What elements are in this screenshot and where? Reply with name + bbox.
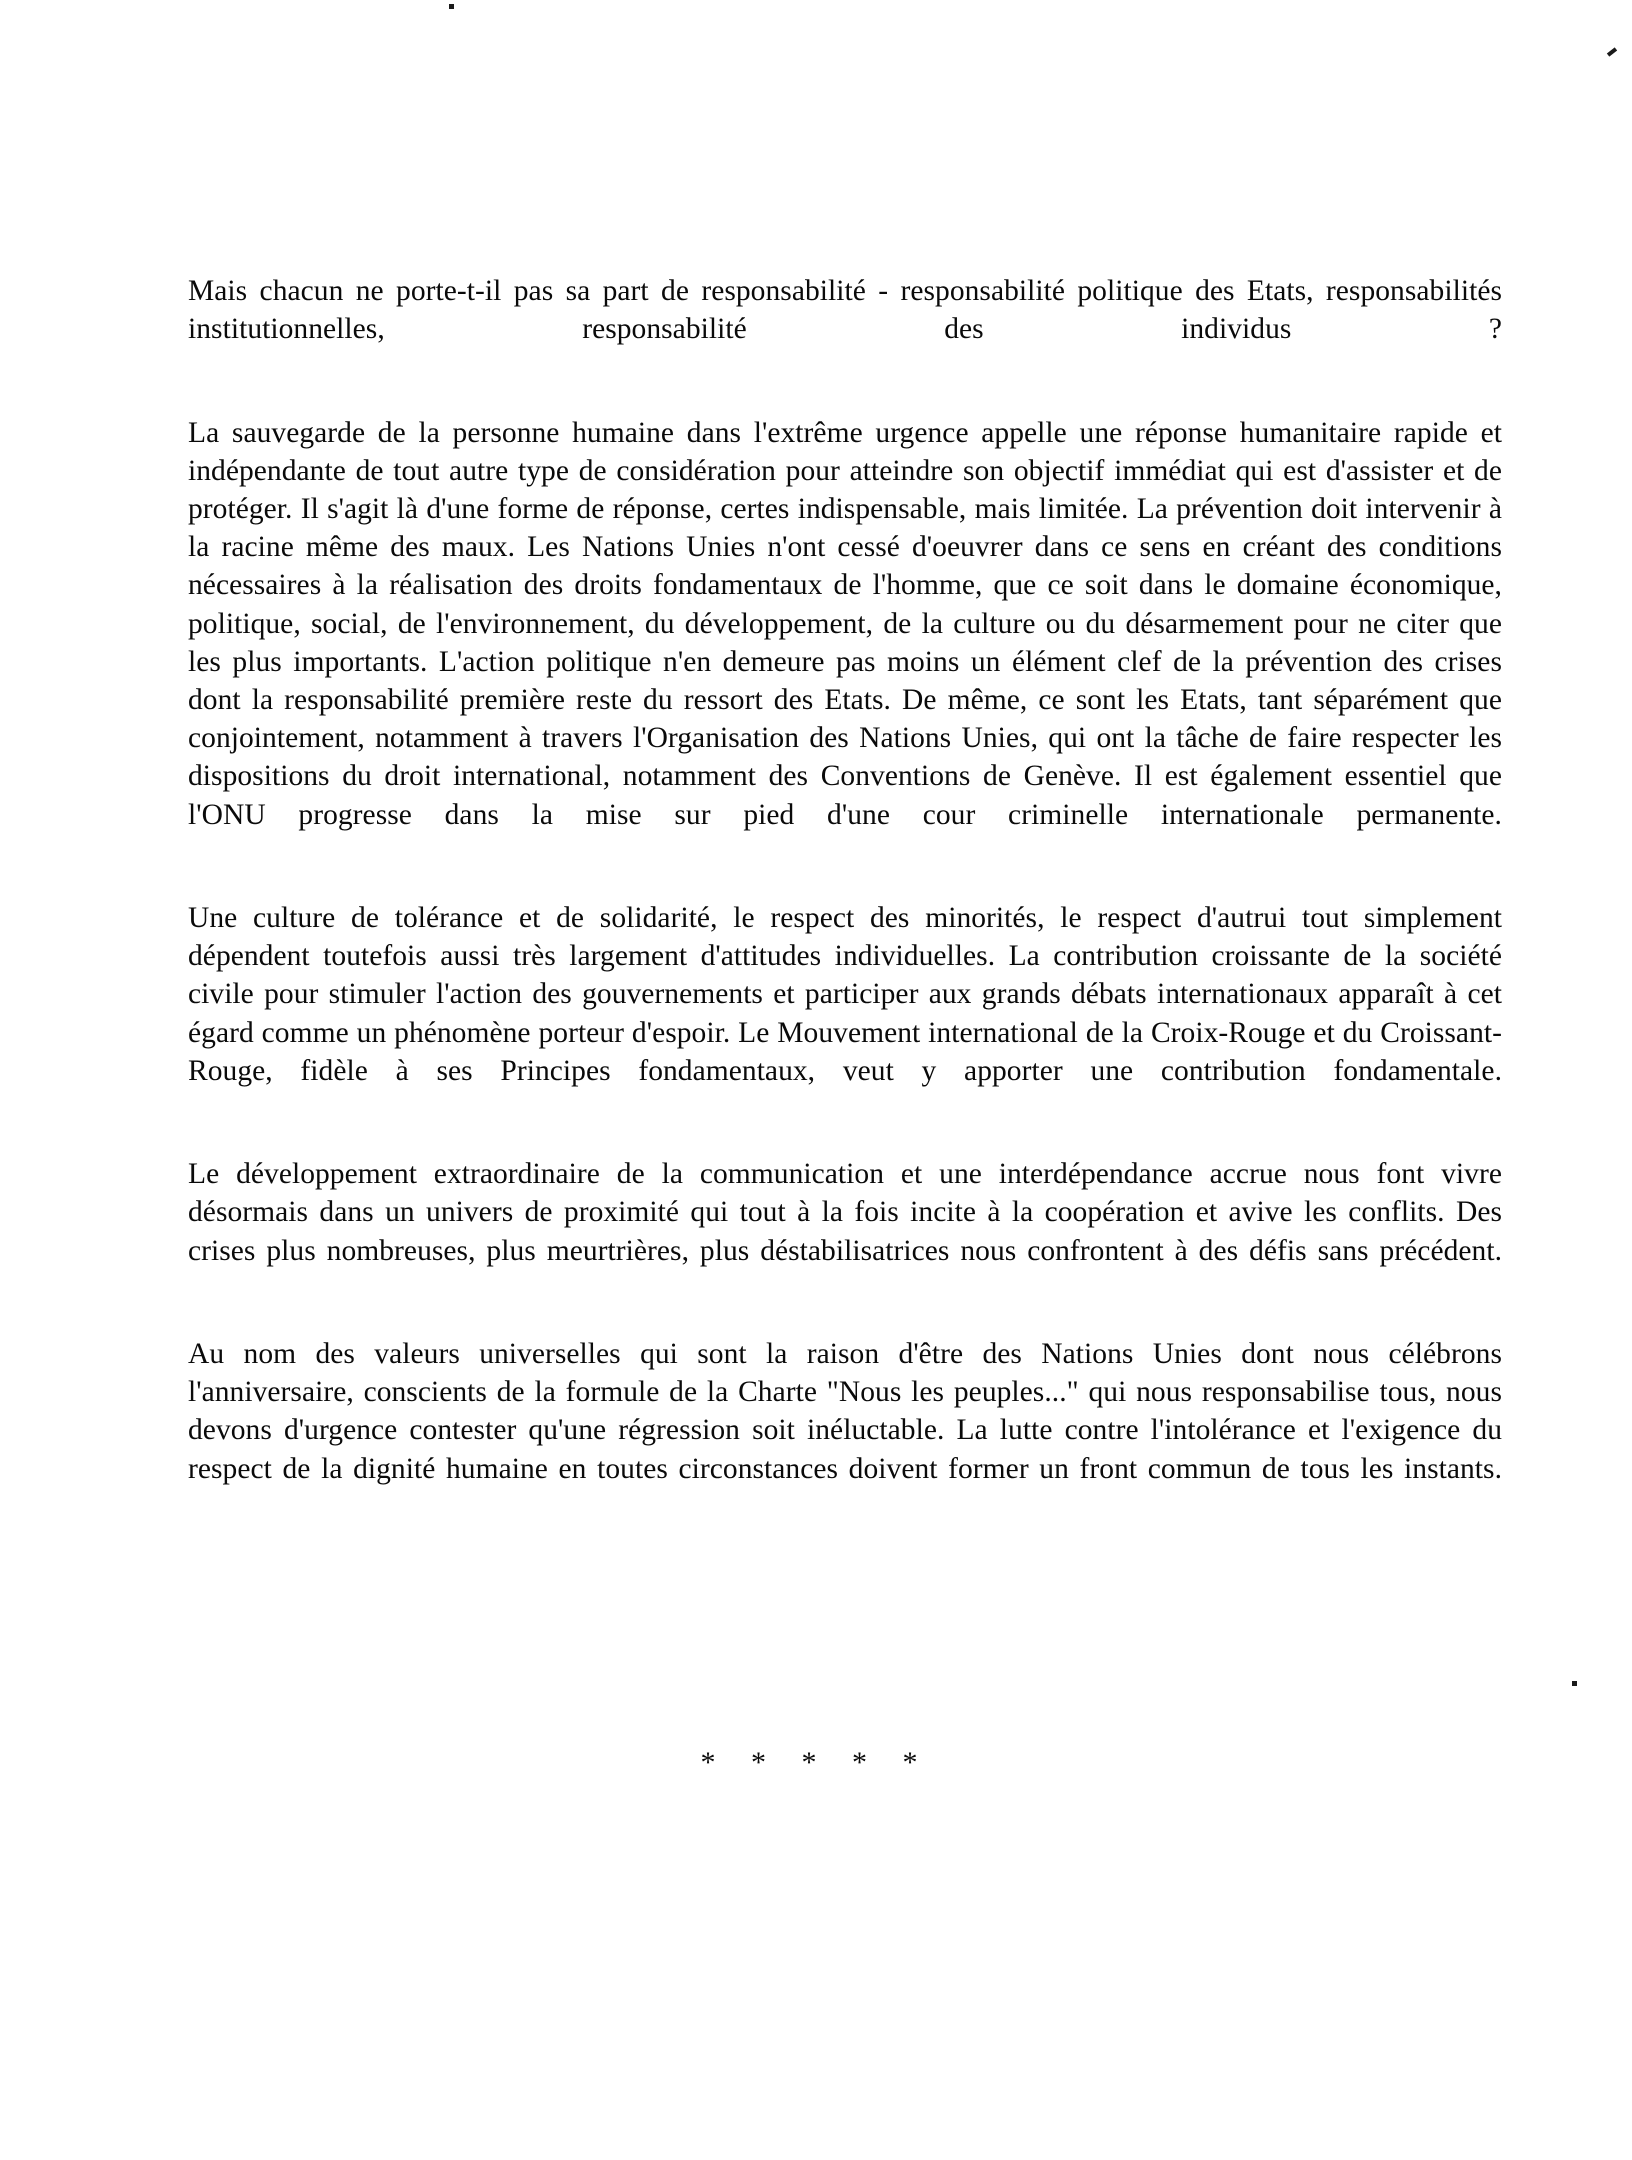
paragraph-valeurs: Au nom des valeurs universelles qui sont la raison d'être des Nations Unies dont nous célébrons l'anniversaire, conscients de la formule de la Charte "Nous les peuples..." qui nous responsabilise tous, nous devons d'urgence contester qu'une régression soit inéluctable. La lutte contre l'intolérance et l'exigence du respect de la dignité humaine en toutes circonstances doivent former un front commun de tous les instants.	[188, 1338, 1502, 1485]
document-body	[188, 272, 1502, 1553]
scan-speck-artifact-right-top	[1607, 47, 1617, 56]
scan-speck-artifact-right-bottom	[1572, 1681, 1577, 1686]
paragraph-tolerance: Une culture de tolérance et de solidarité, le respect des minorités, le respect d'autrui tout simplement dépendent toutefois aussi très largement d'attitudes individuelles. La contribution croissante de la société civile pour stimuler l'action des gouvernements et participer aux grands débats internationaux apparaît à cet égard comme un phénomène porteur d'espoir. Le Mouvement international de la Croix-Rouge et du Croissant-Rouge, fidèle à ses Principes fondamentaux, veut y apporter une contribution fondamentale.	[188, 902, 1502, 1087]
scan-speck-artifact-top	[449, 4, 454, 9]
paragraph-responsabilite: Mais chacun ne porte-t-il pas sa part de responsabilité - responsabilité politique des Etats, responsabilités institutionnelles, responsabilité des individus ?	[188, 275, 1502, 346]
paragraph-developpement: Le développement extraordinaire de la communication et une interdépendance accrue nous font vivre désormais dans un univers de proximité qui tout à la fois incite à la coopération et avive les conflits. Des crises plus nombreuses, plus meurtrières, plus déstabilisatrices nous confrontent à des défis sans précédent.	[188, 1158, 1502, 1267]
asterisk-separator: * * * * *	[700, 1746, 932, 1779]
paragraph-sauvegarde: La sauvegarde de la personne humaine dans l'extrême urgence appelle une réponse humanitaire rapide et indépendante de tout autre type de considération pour atteindre son objectif immédiat qui est d'assister et de protéger. Il s'agit là d'une forme de réponse, certes indispensable, mais limitée. La prévention doit intervenir à la racine même des maux. Les Nations Unies n'ont cessé d'oeuvrer dans ce sens en créant des conditions nécessaires à la réalisation des droits fondamentaux de l'homme, que ce soit dans le domaine économique, politique, social, de l'environnement, du développement, de la culture ou du désarmement pour ne citer que les plus importants. L'action politique n'en demeure pas moins un élément clef de la prévention des crises dont la responsabilité première reste du ressort des Etats. De même, ce sont les Etats, tant séparément que conjointement, notamment à travers l'Organisation des Nations Unies, qui ont la tâche de faire respecter les dispositions du droit international, notamment des Conventions de Genève. Il est également essentiel que l'ONU progresse dans la mise sur pied d'une cour criminelle internationale permanente.	[188, 416, 1502, 831]
